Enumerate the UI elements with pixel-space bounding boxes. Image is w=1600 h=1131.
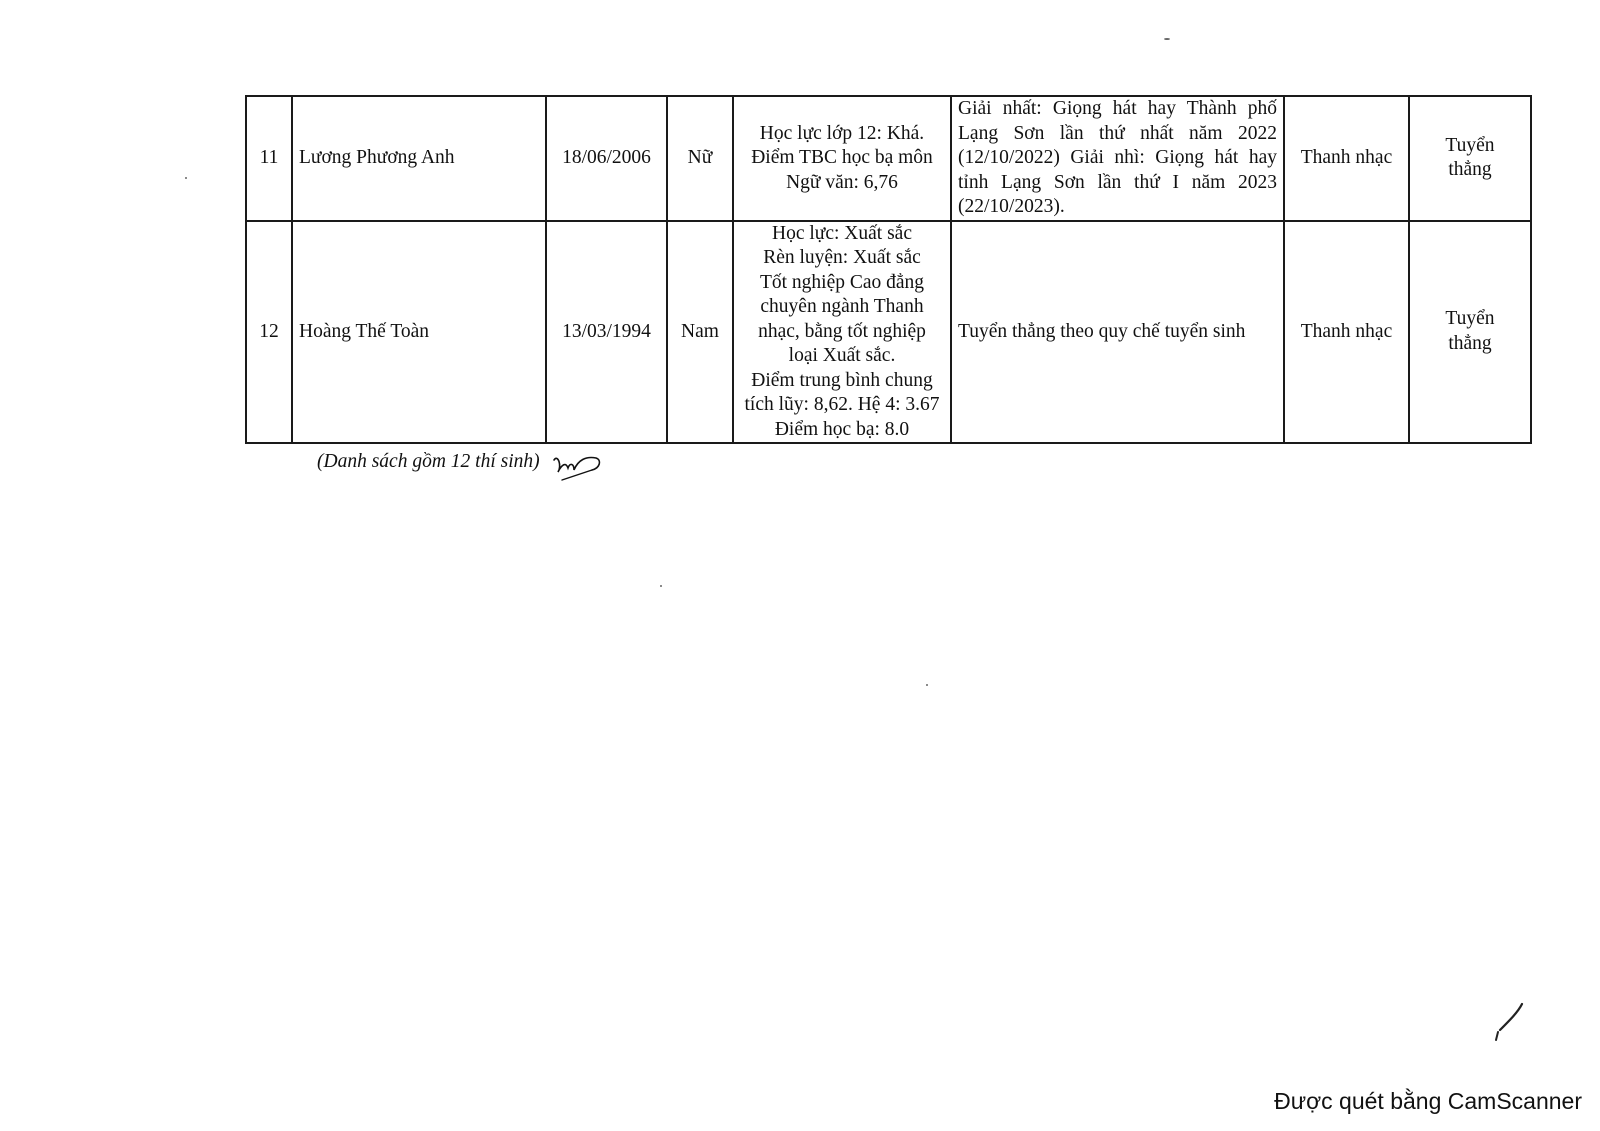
- dob-cell: 13/03/1994: [546, 221, 667, 444]
- academic-line: nhạc, bằng tốt nghiệp: [758, 320, 926, 342]
- result-line: Tuyển: [1445, 134, 1495, 156]
- academic-line: chuyên ngành Thanh: [760, 296, 924, 317]
- result-line: thẳng: [1448, 332, 1492, 354]
- result-cell: [1409, 96, 1531, 221]
- achievement-cell: Tuyển thẳng theo quy chế tuyển sinh: [951, 221, 1284, 444]
- result-cell: [1409, 221, 1531, 444]
- academic-line: Học lực lớp 12: Khá.: [759, 122, 925, 144]
- academic-line: Ngữ văn: 6,76: [786, 171, 898, 193]
- result-line: Tuyển: [1445, 308, 1495, 330]
- list-count-note: (Danh sách gồm 12 thí sinh): [317, 451, 540, 472]
- academic-line: tích lũy: 8,62. Hệ 4: 3.67: [744, 394, 940, 415]
- academic-line: Tốt nghiệp Cao đẳng: [759, 271, 925, 293]
- candidate-table: [245, 95, 1532, 444]
- academic-cell: [733, 221, 951, 444]
- academic-line: Rèn luyện: Xuất sắc: [763, 247, 921, 268]
- table-row: [246, 96, 1531, 221]
- stt-cell: 11: [246, 96, 292, 221]
- initials-signature-icon: [552, 450, 612, 484]
- academic-line: Điểm TBC học bạ môn: [751, 147, 933, 168]
- dob-cell: 18/06/2006: [546, 96, 667, 221]
- gender-cell: Nam: [667, 221, 733, 444]
- scan-speck: [185, 177, 187, 179]
- academic-line: Điểm trung bình chung: [751, 369, 933, 391]
- name-cell: Lương Phương Anh: [292, 96, 546, 221]
- academic-line: Học lực: Xuất sắc: [772, 222, 912, 244]
- result-line: thẳng: [1448, 159, 1492, 181]
- academic-cell: [733, 96, 951, 221]
- pen-stroke-mark-icon: [1488, 1000, 1528, 1044]
- academic-line: loại Xuất sắc.: [788, 345, 896, 366]
- scan-speck: [926, 684, 928, 686]
- major-cell: Thanh nhạc: [1284, 221, 1409, 444]
- academic-line: Điểm học bạ: 8.0: [774, 418, 910, 440]
- scan-speck: [1164, 38, 1170, 40]
- gender-cell: Nữ: [667, 96, 733, 221]
- stt-cell: 12: [246, 221, 292, 444]
- name-cell: Hoàng Thế Toàn: [292, 221, 546, 444]
- major-cell: Thanh nhạc: [1284, 96, 1409, 221]
- achievement-cell: Giải nhất: Giọng hát hay Thành phố Lạng Sơn lần thứ nhất năm 2022 (12/10/2022) Giải nhì: Giọng hát hay tỉnh Lạng Sơn lần thứ I năm 2023 (22/10/2023).: [951, 96, 1284, 221]
- scan-speck: [660, 585, 662, 587]
- camscanner-watermark: Được quét bằng CamScanner: [1274, 1088, 1582, 1114]
- table-row: [246, 221, 1531, 444]
